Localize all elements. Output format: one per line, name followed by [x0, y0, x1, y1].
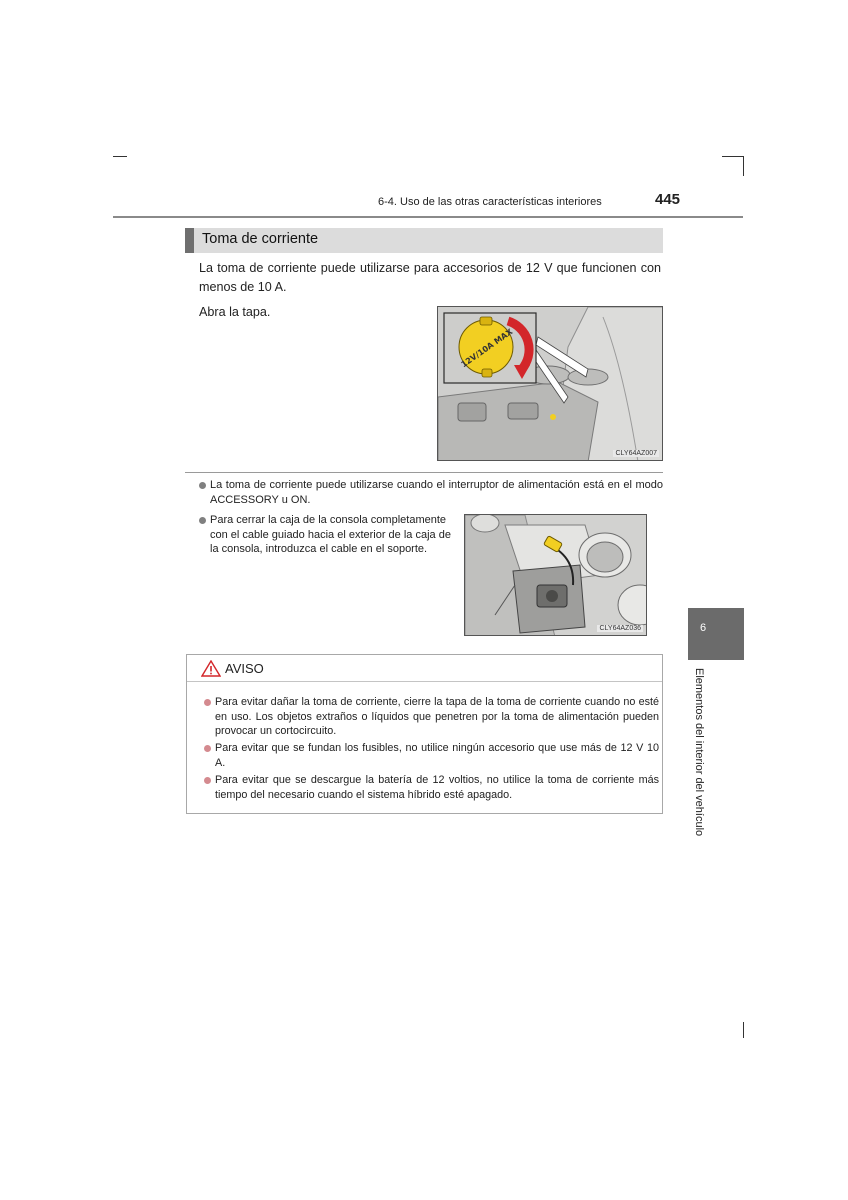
note-item: La toma de corriente puede utilizarse cuando el interruptor de alimentación está en el modo ACCESSORY u ON.: [210, 479, 663, 506]
figure-console-box-illustration: [465, 515, 647, 636]
warning-item: Para evitar que se fundan los fusibles, no utilice ningún accesorio que use más de 12 V 10 A.: [215, 742, 659, 769]
warning-triangle-icon: [201, 660, 221, 677]
figure-power-outlet: [437, 306, 663, 461]
warning-bullet: [204, 745, 211, 752]
section-title-bar: [185, 228, 663, 253]
note-item: Para cerrar la caja de la consola completamente con el cable guiado hacia el exterior de la caja de la consola, introduzca el cable en el soporte.: [210, 514, 451, 555]
step-text: Abra la tapa.: [199, 305, 271, 319]
figure-console-box: [464, 514, 647, 636]
crop-mark-top-right-h: [722, 156, 744, 157]
warning-bullet: [204, 699, 211, 706]
chapter-side-title: Elementos del interior del vehículo: [693, 668, 705, 837]
chapter-heading: 6-4. Uso de las otras características interiores: [378, 196, 602, 208]
figure-power-outlet-illustration: [438, 307, 663, 461]
notes-divider: [185, 472, 663, 473]
warning-title: AVISO: [225, 661, 264, 676]
chapter-tab-number: 6: [700, 622, 707, 634]
warning-item: Para evitar que se descargue la batería de 12 voltios, no utilice la toma de corriente más tiempo del necesario cuando el sistema híbrido esté apagado.: [215, 774, 659, 801]
warning-item: Para evitar dañar la toma de corriente, cierre la tapa de la toma de corriente cuando no esté en uso. Los objetos extraños o líquidos que penetren por la toma de alimentación pueden provocar un cortocircuito.: [215, 696, 659, 737]
figure-code: CLY64AZ036: [599, 625, 641, 632]
chapter-tab: [688, 608, 744, 660]
note-bullet: [199, 482, 206, 489]
cap-label: 12V/10A MAX: [459, 327, 515, 370]
section-title: Toma de corriente: [202, 231, 319, 247]
note-bullet: [199, 517, 206, 524]
crop-mark-bottom-right: [743, 1022, 744, 1038]
crop-mark-top-left: [113, 156, 127, 157]
intro-paragraph: La toma de corriente puede utilizarse para accesorios de 12 V que funcionen con menos de 10 A.: [199, 261, 661, 294]
figure-code: CLY64AZ007: [615, 450, 657, 457]
page-number: 445: [655, 191, 681, 208]
warning-box: [186, 654, 663, 814]
warning-bullet: [204, 777, 211, 784]
warning-header: [187, 655, 662, 682]
crop-mark-top-right-v: [743, 156, 744, 176]
header-rule: [113, 216, 743, 218]
